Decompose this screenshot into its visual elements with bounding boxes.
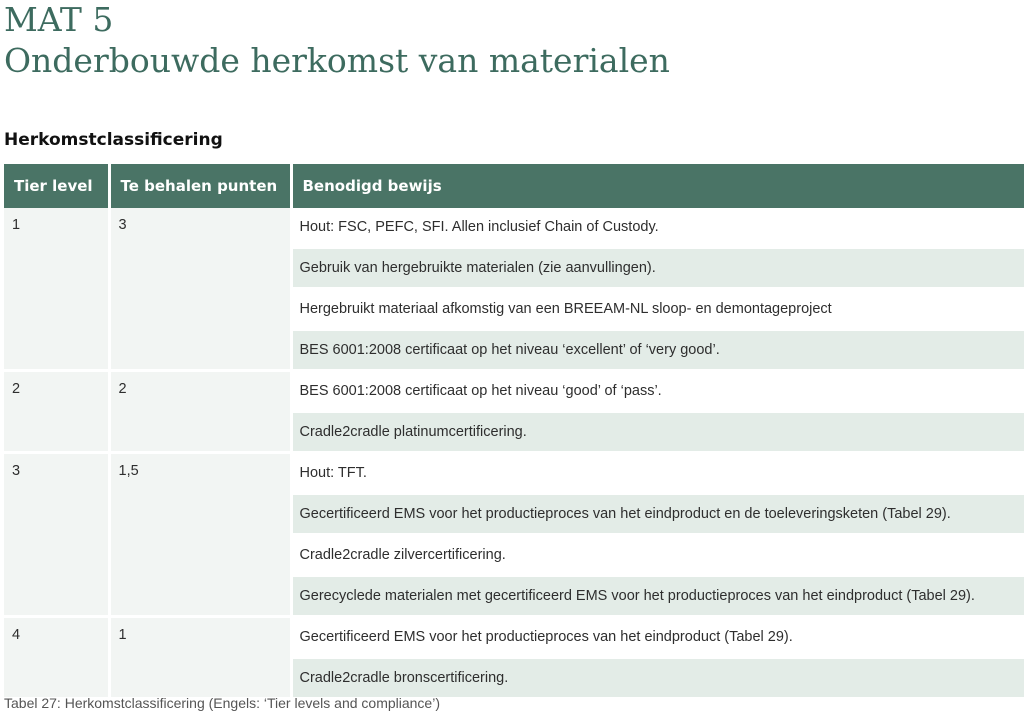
header-row [4, 164, 1024, 208]
evidence-cell: Hergebruikt materiaal afkomstig van een BREEAM-NL sloop- en demontageproject [291, 289, 1024, 330]
page-title: Onderbouwde herkomst van materialen [4, 41, 670, 80]
evidence-cell: Gerecyclede materialen met gecertificeerd EMS voor het productieproces van het eindproduct (Tabel 29). [291, 576, 1024, 617]
evidence-cell: Hout: FSC, PEFC, SFI. Allen inclusief Chain of Custody. [291, 208, 1024, 248]
tier-cell: 3 [4, 453, 109, 617]
evidence-cell: Gecertificeerd EMS voor het productieproces van het eindproduct en de toeleveringsketen (Tabel 29). [291, 494, 1024, 535]
evidence-cell: Hout: TFT. [291, 453, 1024, 494]
evidence-cell: BES 6001:2008 certificaat op het niveau ‘good’ of ‘pass’. [291, 371, 1024, 412]
table-row [4, 371, 1024, 412]
table-heading: Herkomstclassificering [4, 130, 223, 150]
evidence-cell: Cradle2cradle bronscertificering. [291, 658, 1024, 699]
evidence-cell: Gecertificeerd EMS voor het productieproces van het eindproduct (Tabel 29). [291, 617, 1024, 658]
column-header-points: Te behalen punten [109, 164, 291, 208]
table-row [4, 208, 1024, 248]
evidence-cell: Cradle2cradle platinumcertificering. [291, 412, 1024, 453]
tier-cell: 4 [4, 617, 109, 699]
evidence-cell: BES 6001:2008 certificaat op het niveau ‘excellent’ of ‘very good’. [291, 330, 1024, 371]
evidence-cell: Gebruik van hergebruikte materialen (zie aanvullingen). [291, 248, 1024, 289]
points-cell: 1,5 [109, 453, 291, 617]
column-header-evidence: Benodigd bewijs [291, 164, 1024, 208]
tier-cell: 1 [4, 208, 109, 371]
column-header-tier: Tier level [4, 164, 109, 208]
table-row [4, 617, 1024, 658]
points-cell: 2 [109, 371, 291, 453]
points-cell: 3 [109, 208, 291, 371]
table-row [4, 453, 1024, 494]
table-caption: Tabel 27: Herkomstclassificering (Engels: ‘Tier levels and compliance’) [4, 695, 440, 711]
table-header [4, 164, 1024, 208]
section-code: MAT 5 [4, 0, 114, 39]
tier-cell: 2 [4, 371, 109, 453]
evidence-cell: Cradle2cradle zilvercertificering. [291, 535, 1024, 576]
table-body [4, 208, 1024, 699]
tier-table [4, 164, 1024, 700]
points-cell: 1 [109, 617, 291, 699]
